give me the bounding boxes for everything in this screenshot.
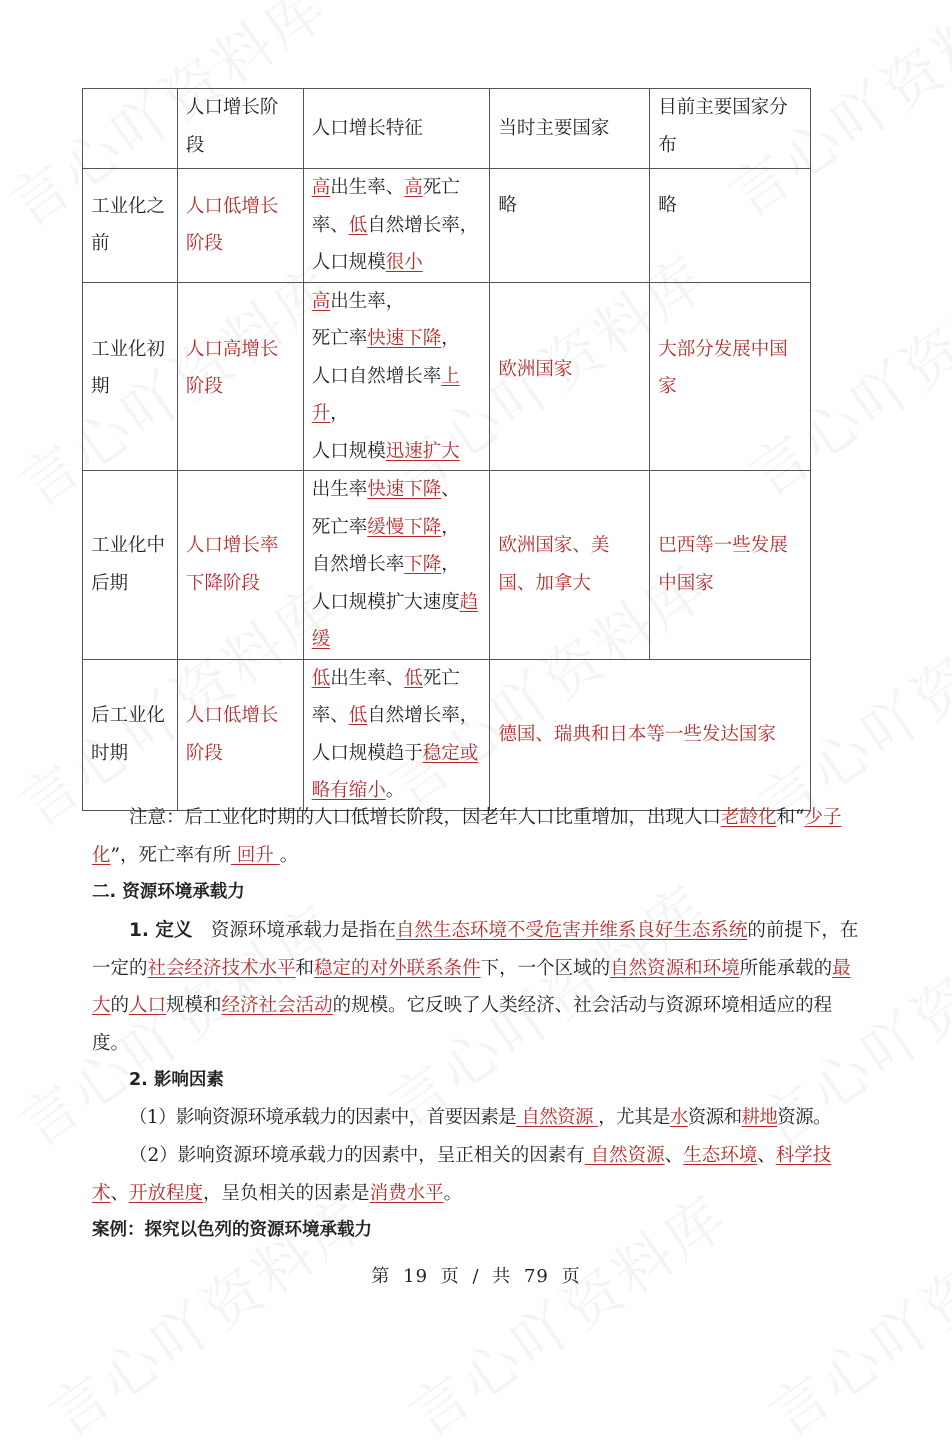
answer-blank: 社会经济技术水平 [147, 957, 296, 979]
text-run: 自然增长率，人口规模趋于 [311, 705, 479, 764]
now-countries-cell: 略 [650, 169, 811, 283]
answer-blank: 耕地 [741, 1107, 778, 1128]
answer-blank: 少子化 [92, 807, 842, 866]
feature-line [312, 584, 482, 659]
text-run: 下，一个区域的 [480, 957, 611, 979]
definition-paragraph [92, 912, 862, 1062]
header-cell [83, 89, 178, 169]
answer-blank: 高 [404, 177, 423, 198]
feature-line [312, 471, 482, 509]
text-run: 出生率 [311, 479, 368, 500]
answer-blank: 生态环境 [683, 1145, 758, 1166]
text-run: 和 [295, 957, 315, 979]
answer-blank: 人口 [129, 995, 167, 1016]
text-run: 出生率、 [330, 177, 405, 198]
period-cell: 工业化初期 [83, 282, 178, 471]
text-run: 死亡率 [311, 516, 368, 538]
header-cell: 当时主要国家 [490, 89, 650, 169]
then-countries-cell: 欧洲国家、美国、加拿大 [490, 471, 650, 660]
answer-blank: 稳定的对外联系条件 [314, 957, 481, 979]
text-run: ， [441, 328, 460, 349]
text-run: 资源环境承载力是指在 [192, 920, 396, 941]
answer-blank: 低 [311, 667, 331, 689]
text-run: 的前提下，在一定的 [92, 920, 859, 979]
header-cell: 目前主要国家分布 [650, 89, 811, 169]
text-run: 人口规模 [311, 440, 386, 462]
note-paragraph [92, 799, 862, 874]
table-row [83, 282, 811, 471]
merged-countries-cell: 德国、瑞典和日本等一些发达国家 [490, 659, 811, 810]
table-row [83, 169, 811, 283]
text-run: 资源。 [777, 1107, 831, 1128]
feature-line [312, 169, 482, 282]
stage-cell: 人口低增长阶段 [177, 169, 303, 283]
text-run: 、 [441, 479, 460, 500]
text-run: 的 [110, 995, 130, 1016]
answer-blank: 经济社会活动 [221, 995, 333, 1016]
text-run: 。 [443, 1182, 463, 1204]
answer-blank: 老龄化 [721, 807, 777, 828]
answer-blank: 水 [669, 1107, 688, 1128]
factors-item-2 [92, 1137, 862, 1212]
answer-blank: 消费水平 [369, 1182, 444, 1204]
feature-line [312, 509, 482, 547]
section-heading: 二. 资源环境承载力 [92, 882, 245, 902]
text-run: （2）影响资源环境承载力的因素中，呈正相关的因素有 [129, 1145, 585, 1166]
table-header-row [83, 89, 811, 169]
answer-blank: 稳定或略有缩小 [311, 742, 479, 801]
features-cell [303, 471, 490, 660]
stage-cell: 人口低增长阶段 [177, 659, 303, 810]
population-stage-table [82, 88, 811, 811]
answer-blank: 很小 [385, 252, 423, 273]
answer-blank: 趋缓 [311, 591, 479, 650]
answer-blank: 自然资源 [584, 1145, 665, 1166]
feature-line [312, 283, 482, 321]
answer-blank: 自然资源 [516, 1107, 599, 1128]
answer-blank: 快速下降 [367, 479, 442, 500]
period-cell: 工业化中后期 [83, 471, 178, 660]
text-run: ，呈负相关的因素是 [203, 1182, 370, 1204]
text-run: 。 [279, 844, 299, 866]
feature-line [312, 546, 482, 584]
feature-line [312, 320, 482, 358]
answer-blank: 开放程度 [129, 1182, 204, 1204]
text-run: 死亡率、 [311, 667, 460, 726]
then-countries-cell: 略 [490, 169, 650, 283]
text-run: 自然增长率 [311, 554, 405, 575]
answer-blank: 低 [348, 214, 368, 236]
text-run: ，尤其是 [598, 1107, 670, 1128]
text-run: 。 [385, 780, 405, 801]
text-run: 出生率、 [330, 667, 405, 689]
feature-line [312, 660, 482, 810]
text-run: 、 [757, 1145, 776, 1166]
answer-blank: 缓慢下降 [367, 516, 442, 538]
answer-blank: 迅速扩大 [385, 440, 460, 462]
text-run: 出生率， [330, 290, 405, 312]
answer-blank: 上升 [311, 365, 460, 424]
feature-line [312, 433, 482, 471]
answer-blank: 回升 [230, 844, 280, 866]
page-footer: 第 19 页 / 共 79 页 [371, 1266, 581, 1287]
table-row [83, 471, 811, 660]
text-run: 、 [664, 1145, 684, 1166]
answer-blank: 科学技术 [92, 1145, 832, 1204]
stage-cell: 人口高增长阶段 [177, 282, 303, 471]
features-cell [303, 282, 490, 471]
answer-blank: 自然生态环境不受危害并维系良好生态系统 [395, 920, 748, 941]
text-run: ”，死亡率有所 [110, 844, 231, 866]
then-countries-cell: 欧洲国家 [490, 282, 650, 471]
period-cell: 后工业化时期 [83, 659, 178, 810]
now-countries-cell: 巴西等一些发展中国家 [650, 471, 811, 660]
factors-heading: 2. 影响因素 [129, 1070, 224, 1090]
text-run: 规模和 [166, 995, 222, 1016]
header-cell: 人口增长阶段 [177, 89, 303, 169]
text-run: 自然增长率，人口规模 [311, 214, 479, 273]
text-run: ， [441, 554, 460, 575]
text-run: （1）影响资源环境承载力的因素中，首要因素是 [129, 1107, 517, 1128]
text-run: ， [441, 516, 460, 538]
period-cell: 工业化之前 [83, 169, 178, 283]
text-run: 人口规模扩大速度 [311, 591, 460, 613]
text-run: 注意：后工业化时期的人口低增长阶段，因老年人口比重增加，出现人口 [129, 807, 722, 828]
answer-blank: 高 [311, 177, 331, 198]
text-run: 的规模。它反映了人类经济、社会活动与资源环境相适应的程度。 [92, 995, 833, 1054]
features-cell [303, 169, 490, 283]
table-row [83, 659, 811, 810]
feature-line [312, 358, 482, 433]
answer-blank: 最大 [92, 957, 851, 1016]
stage-cell: 人口增长率下降阶段 [177, 471, 303, 660]
answer-blank: 下降 [404, 554, 442, 575]
case-heading: 案例：探究以色列的资源环境承载力 [92, 1220, 372, 1240]
answer-blank: 低 [348, 705, 368, 726]
text-run: 所能承载的 [739, 957, 833, 979]
text-run: 和“ [776, 807, 805, 828]
answer-blank: 高 [311, 290, 331, 312]
answer-blank: 快速下降 [367, 328, 442, 349]
answer-blank: 低 [404, 667, 423, 689]
factors-item-1 [92, 1099, 862, 1137]
text-run: 、 [110, 1182, 130, 1204]
text-run: 人口自然增长率 [311, 365, 442, 387]
answer-blank: 自然资源和环境 [610, 957, 740, 979]
now-countries-cell: 大部分发展中国家 [650, 282, 811, 471]
text-run: 资源和 [687, 1107, 742, 1128]
header-cell: 人口增长特征 [303, 89, 490, 169]
text-run: ， [330, 403, 349, 424]
text-run: 死亡率 [311, 328, 368, 349]
definition-label: 1. 定义 [129, 920, 193, 941]
features-cell [303, 659, 490, 810]
text-run: 死亡率、 [311, 177, 460, 236]
definition-text [92, 920, 858, 1054]
